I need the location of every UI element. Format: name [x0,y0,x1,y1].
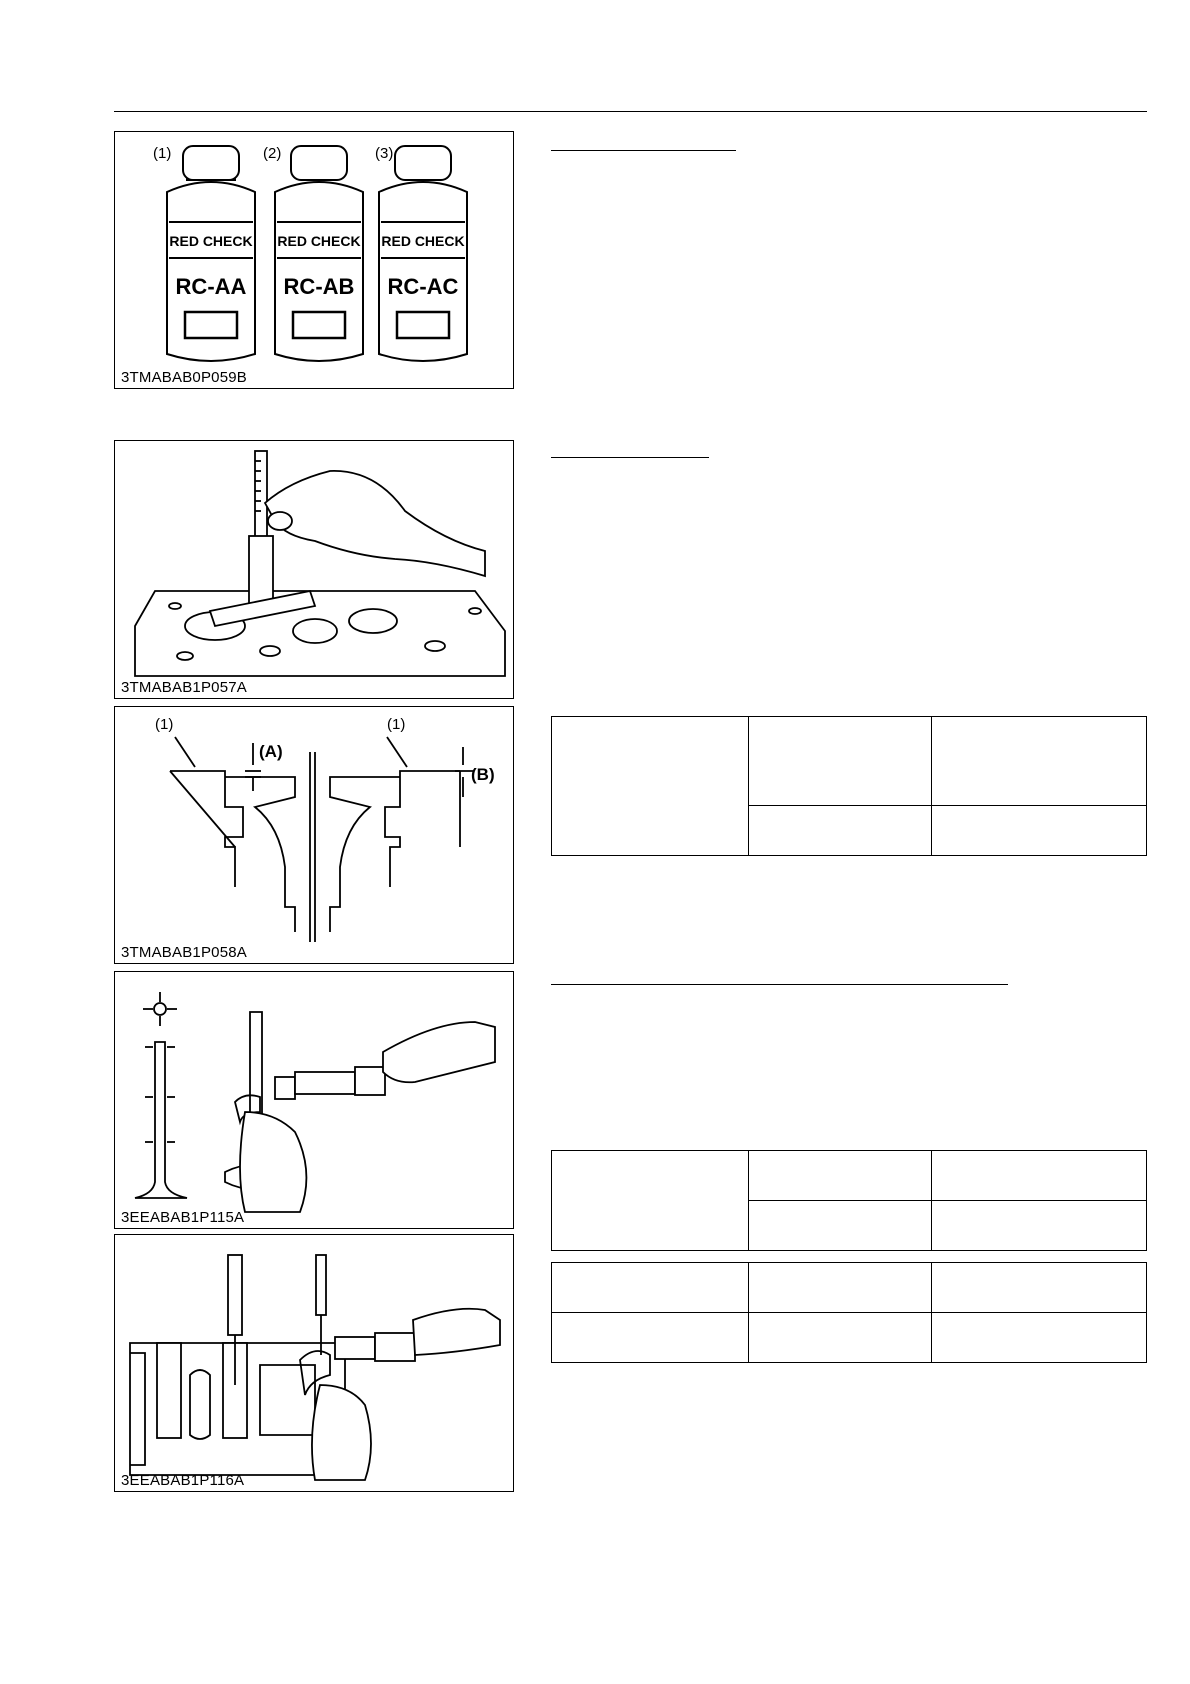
spec-table-cell [932,717,1147,806]
figure-caption: 3EEABAB1P116A [121,1472,245,1489]
spec-table-cell [748,1151,932,1201]
spec-table-cell [748,806,932,856]
figure-valve-recessing [114,706,514,964]
can-3-code: RC-AC [387,274,459,299]
section-heading-rule-2 [551,457,709,458]
can-2-brand: RED CHECK [277,233,361,249]
spec-table-cell [552,1151,749,1251]
callout-3: (3) [375,145,394,162]
spec-table-valve-stem [551,1150,1147,1251]
section-heading-rule-1 [551,150,736,151]
valve-stem-measure-illustration [115,972,514,1229]
valve-recessing-diagram [115,707,514,964]
figure-valve-guide-measure [114,1234,514,1492]
spec-table-cell [932,1151,1147,1201]
callout-1-left: (1) [155,716,174,733]
figure-valve-stem-measure [114,971,514,1229]
figure-red-check-cans [114,131,514,389]
spec-table-cell [552,717,749,856]
valve-guide-measure-illustration [115,1235,514,1492]
spec-table-cell [932,1313,1147,1363]
spec-table-cell [552,1263,749,1313]
callout-b: (B) [471,765,495,784]
can-2-code: RC-AB [283,274,355,299]
section-heading-rule-3 [551,984,1008,985]
spec-table-cell [748,1201,932,1251]
callout-1-right: (1) [387,716,406,733]
spec-table-valve-guide [551,1262,1147,1363]
can-1 [167,146,255,361]
spec-table-valve-recessing [551,716,1147,856]
can-3-brand: RED CHECK [381,233,465,249]
red-check-cans-illustration [115,132,514,389]
figure-caption: 3TMABAB1P057A [121,679,247,696]
spec-table-cell [932,1201,1147,1251]
callout-a: (A) [259,742,283,761]
callout-2: (2) [263,145,282,162]
depth-gauge-illustration [115,441,514,699]
figure-depth-gauge [114,440,514,699]
spec-table-cell [932,806,1147,856]
can-1-brand: RED CHECK [169,233,253,249]
can-1-code: RC-AA [175,274,247,299]
spec-table-cell [552,1313,749,1363]
can-3 [379,146,467,361]
spec-table-cell [748,717,932,806]
header-rule [114,111,1147,112]
spec-table-cell [748,1313,932,1363]
figure-caption: 3TMABAB0P059B [121,369,247,386]
spec-table-cell [748,1263,932,1313]
spec-table-cell [932,1263,1147,1313]
can-2 [275,146,363,361]
figure-caption: 3TMABAB1P058A [121,944,247,961]
callout-1: (1) [153,145,172,162]
figure-caption: 3EEABAB1P115A [121,1209,245,1226]
